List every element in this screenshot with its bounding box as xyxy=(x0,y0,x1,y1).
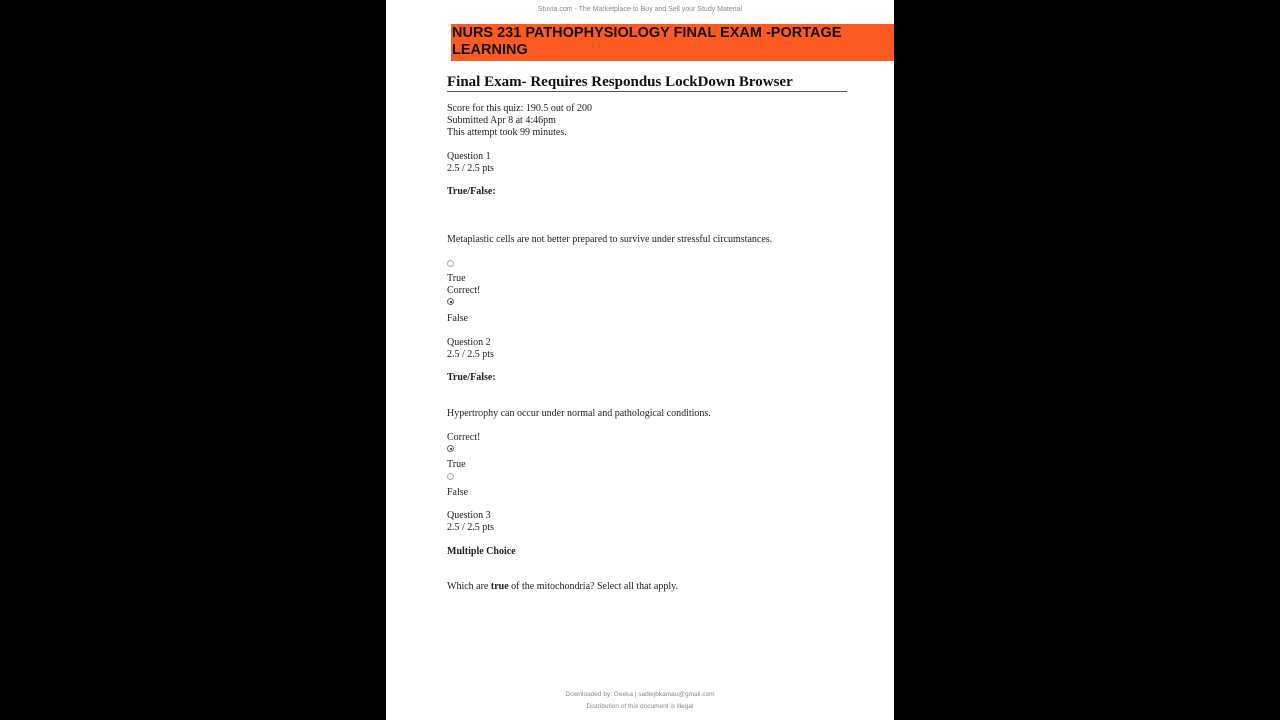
radio-true[interactable] xyxy=(447,260,454,267)
question-prompt: Hypertrophy can occur under normal and pathological conditions. xyxy=(447,408,711,419)
distribution-notice: Distribution of this document is illegal xyxy=(586,703,694,710)
exam-title: Final Exam- Requires Respondus LockDown Browser xyxy=(447,74,847,92)
submitted-text: Submitted Apr 8 at 4:46pm xyxy=(447,115,556,126)
question-prompt: Metaplastic cells are not better prepared to survive under stressful circumstances. xyxy=(447,234,773,245)
question-number: Question 1 xyxy=(447,151,491,162)
prompt-emphasis: true xyxy=(490,581,509,592)
question-type: Multiple Choice xyxy=(447,546,516,557)
watermark-header: Stuvia.com - The Marketplace to Buy and Sell your Study Material xyxy=(537,6,743,13)
question-points: 2.5 / 2.5 pts xyxy=(447,349,494,360)
radio-false[interactable] xyxy=(447,473,454,480)
duration-text: This attempt took 99 minutes. xyxy=(447,127,567,138)
correct-indicator: Correct! xyxy=(447,285,481,296)
question-points: 2.5 / 2.5 pts xyxy=(447,522,494,533)
course-title-banner xyxy=(451,24,894,61)
radio-true-selected[interactable] xyxy=(447,445,454,452)
option-label-false: False xyxy=(447,487,469,498)
option-label-false: False xyxy=(447,313,469,324)
prompt-text: Which are xyxy=(447,581,491,592)
question-prompt xyxy=(447,581,678,593)
banner-line-1: NURS 231 PATHOPHYSIOLOGY FINAL EXAM -PORTAGE xyxy=(452,25,842,41)
radio-false-selected[interactable] xyxy=(447,298,454,305)
question-number: Question 2 xyxy=(447,337,491,348)
banner-line-2: LEARNING xyxy=(452,42,528,58)
score-text: Score for this quiz: 190.5 out of 200 xyxy=(447,103,592,114)
document-page xyxy=(386,0,894,720)
option-label-true: True xyxy=(447,459,466,470)
question-type: True/False: xyxy=(447,372,496,383)
prompt-text: of the mitochondria? Select all that apply. xyxy=(508,581,678,592)
question-number: Question 3 xyxy=(447,510,491,521)
correct-indicator: Correct! xyxy=(447,432,481,443)
question-type: True/False: xyxy=(447,186,496,197)
question-points: 2.5 / 2.5 pts xyxy=(447,163,494,174)
downloaded-by-footer: Downloaded by: Geeka | sadiejbkamau@gmail.com xyxy=(565,691,715,698)
option-label-true: True xyxy=(447,273,466,284)
